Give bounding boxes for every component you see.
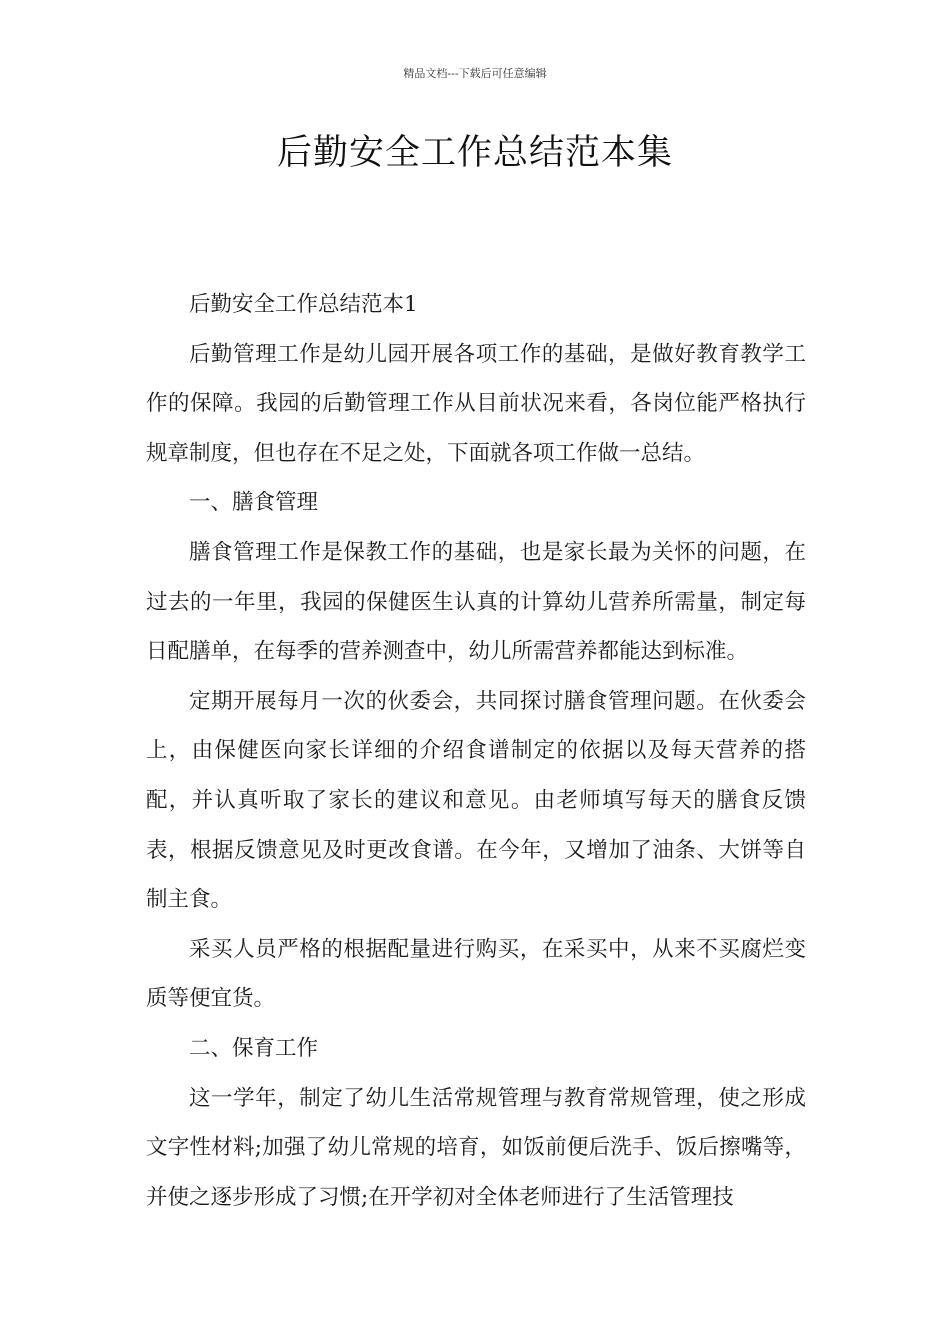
paragraph: 定期开展每月一次的伙委会，共同探讨膳食管理问题。在伙委会上，由保健医向家长详细的介绍食谱制定的依据以及每天营养的搭配，并认真听取了家长的建议和意见。由老师填写每天的膳食反馈表，根据反馈意见及时更改食谱。在今年，又增加了油条、大饼等自制主食。 (146, 688, 806, 913)
document-body (146, 280, 806, 1222)
paragraph: 采买人员严格的根据配量进行购买，在采买中，从来不买腐烂变质等便宜货。 (146, 936, 806, 1012)
document-title: 后勤安全工作总结范本集 (276, 133, 673, 173)
section-heading: 后勤安全工作总结范本1 (189, 292, 418, 317)
section-heading: 一、膳食管理 (189, 490, 319, 516)
paragraph: 膳食管理工作是保教工作的基础，也是家长最为关怀的问题，在过去的一年里，我园的保健医生认真的计算幼儿营养所需量，制定每日配膳单，在每季的营养测查中，幼儿所需营养都能达到标准。 (146, 539, 806, 665)
paragraph: 这一学年，制定了幼儿生活常规管理与教育常规管理，使之形成文字性材料;加强了幼儿常规的培育，如饭前便后洗手、饭后擦嘴等，并使之逐步形成了习惯;在开学初对全体老师进行了生活管理技 (146, 1085, 806, 1210)
header-note: 精品文档---下载后可任意编辑 (403, 67, 547, 80)
paragraph: 后勤管理工作是幼儿园开展各项工作的基础，是做好教育教学工作的保障。我园的后勤管理工作从目前状况来看，各岗位能严格执行规章制度，但也存在不足之处，下面就各项工作做一总结。 (146, 341, 806, 466)
section-heading: 二、保育工作 (189, 1035, 319, 1061)
